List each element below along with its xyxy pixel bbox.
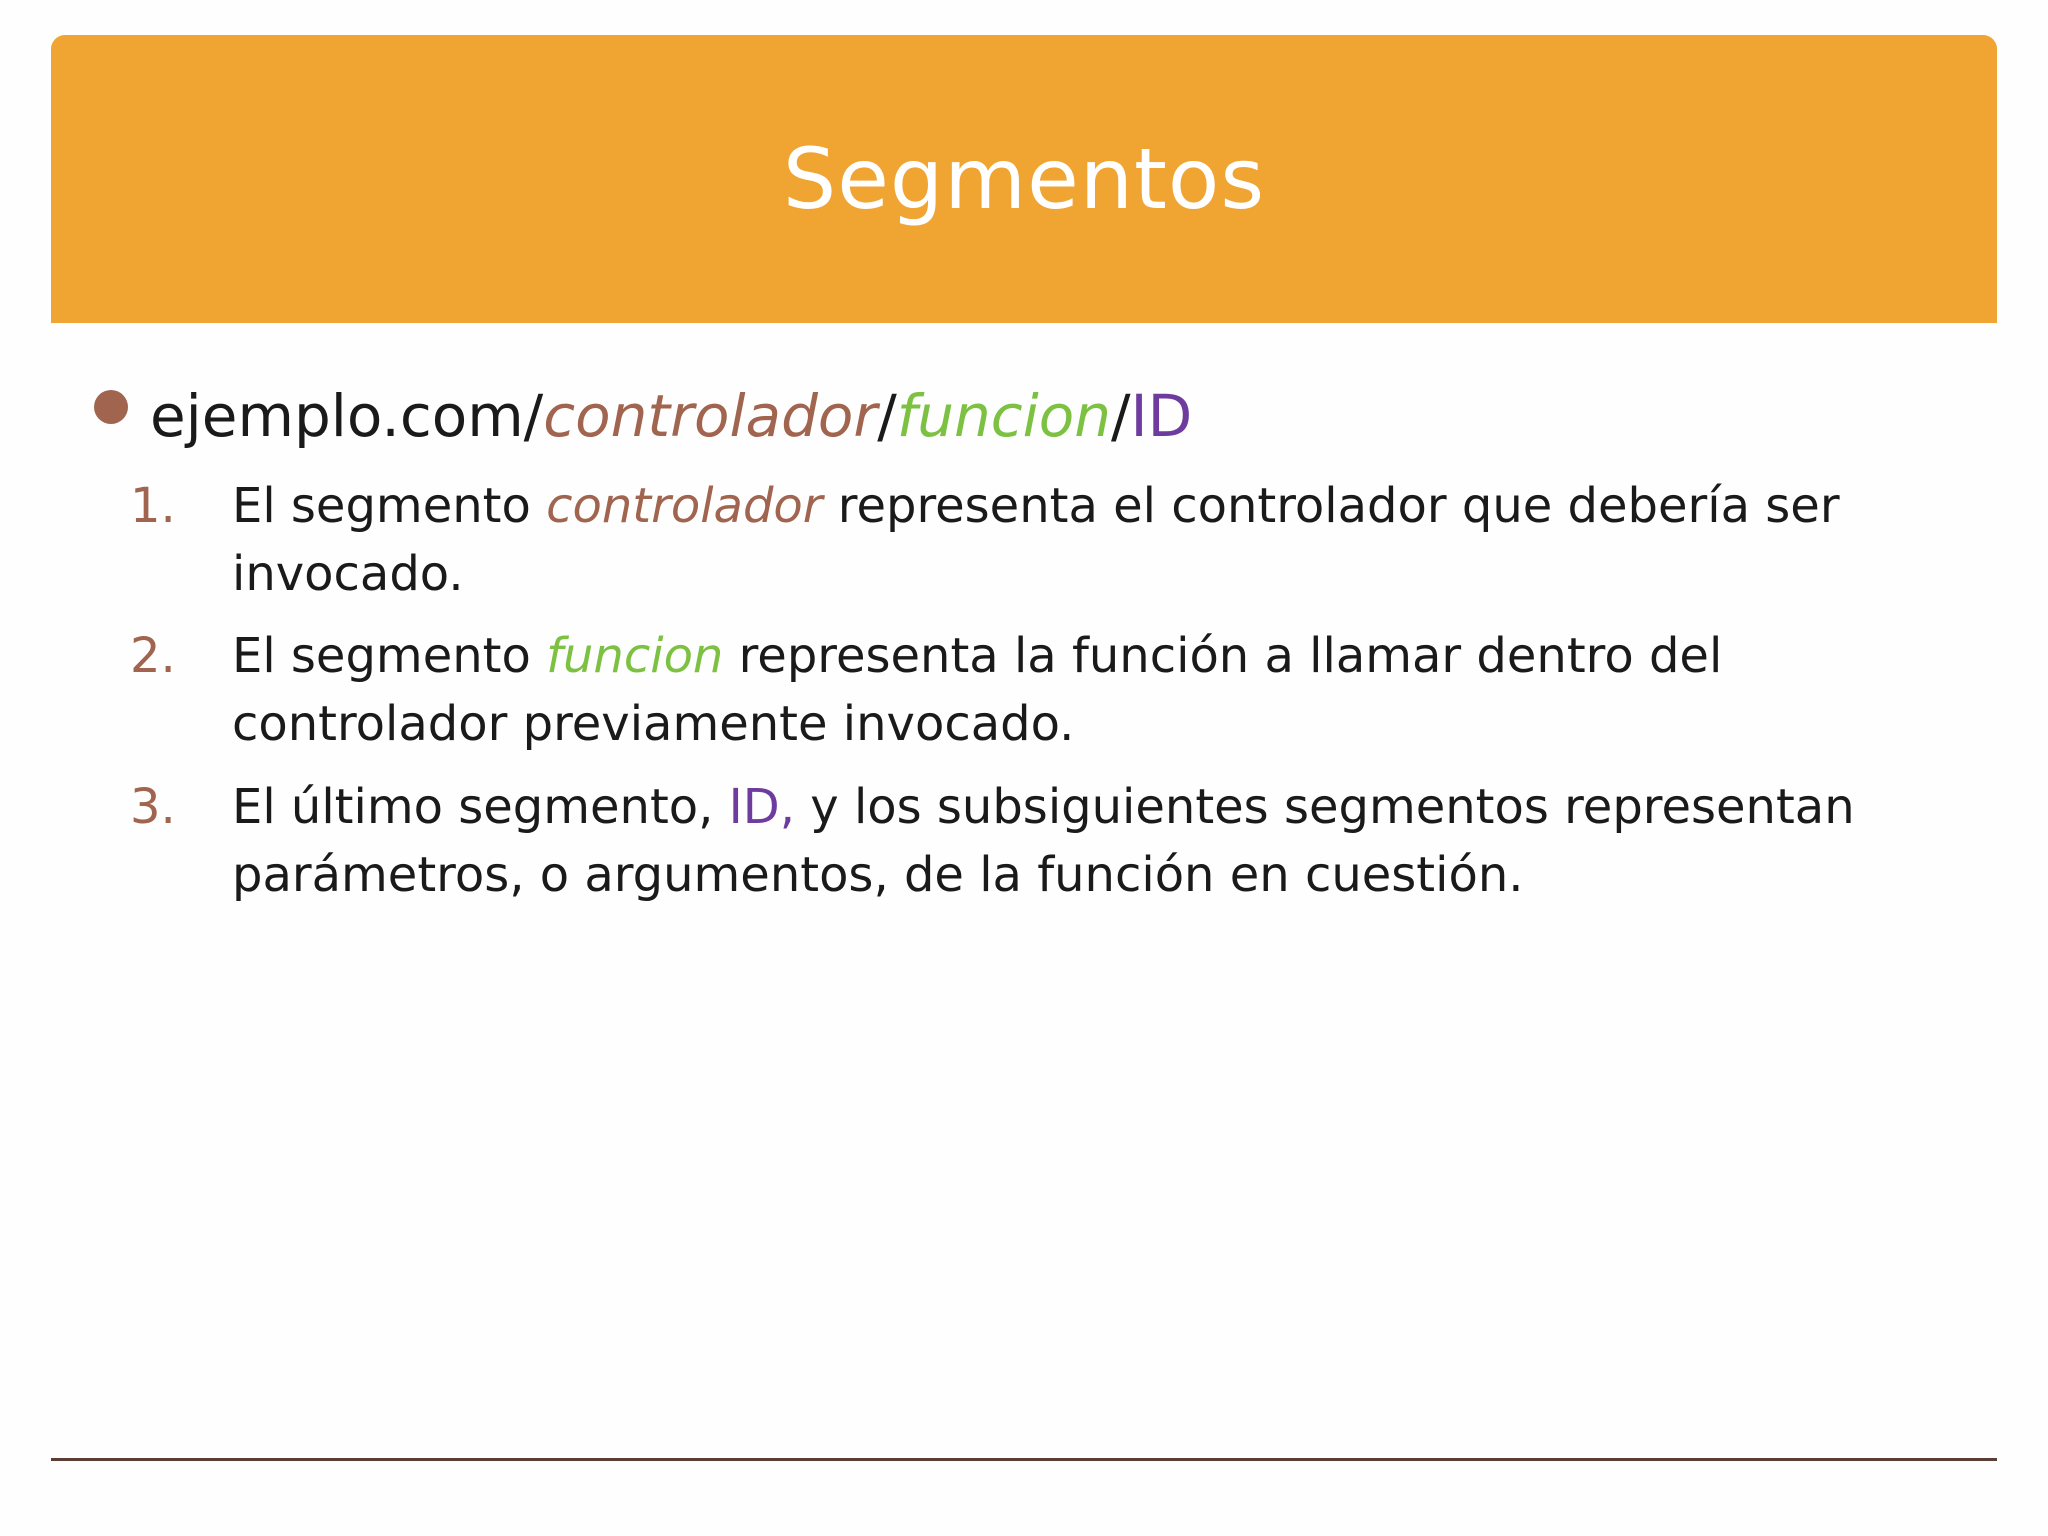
highlight-function: funcion: [546, 628, 724, 684]
list-number: 2.: [130, 628, 176, 684]
text-before: El segmento: [232, 628, 547, 684]
highlight-controller: controlador: [546, 478, 823, 534]
list-number: 3.: [130, 779, 176, 835]
text-after: representa el controlador que debería ser invocado.: [232, 478, 1840, 602]
bullet-dot-icon: [94, 390, 128, 424]
text-after: y los subsiguientes segmentos representan parámetros, o argumentos, de la función en cuestión.: [232, 779, 1855, 903]
highlight-id: ID,: [728, 779, 796, 835]
text-before: El segmento: [232, 478, 547, 534]
list-item-text: [232, 472, 1972, 608]
list-item-text: [232, 773, 1972, 909]
url-slash: /: [877, 382, 897, 450]
url-example: [150, 380, 1192, 452]
url-id-segment: ID: [1130, 382, 1193, 450]
url-controller-segment: controlador: [543, 382, 878, 450]
slide-title: Segmentos: [782, 130, 1266, 228]
url-domain: ejemplo.com/: [150, 382, 544, 450]
footer-divider: [51, 1458, 1997, 1461]
url-slash: /: [1110, 382, 1131, 450]
text-after: representa la función a llamar dentro del controlador previamente invocado.: [232, 628, 1723, 752]
list-number: 1.: [130, 478, 176, 534]
list-item-text: [232, 622, 1972, 758]
url-function-segment: funcion: [896, 382, 1111, 450]
text-before: El último segmento,: [232, 779, 729, 835]
